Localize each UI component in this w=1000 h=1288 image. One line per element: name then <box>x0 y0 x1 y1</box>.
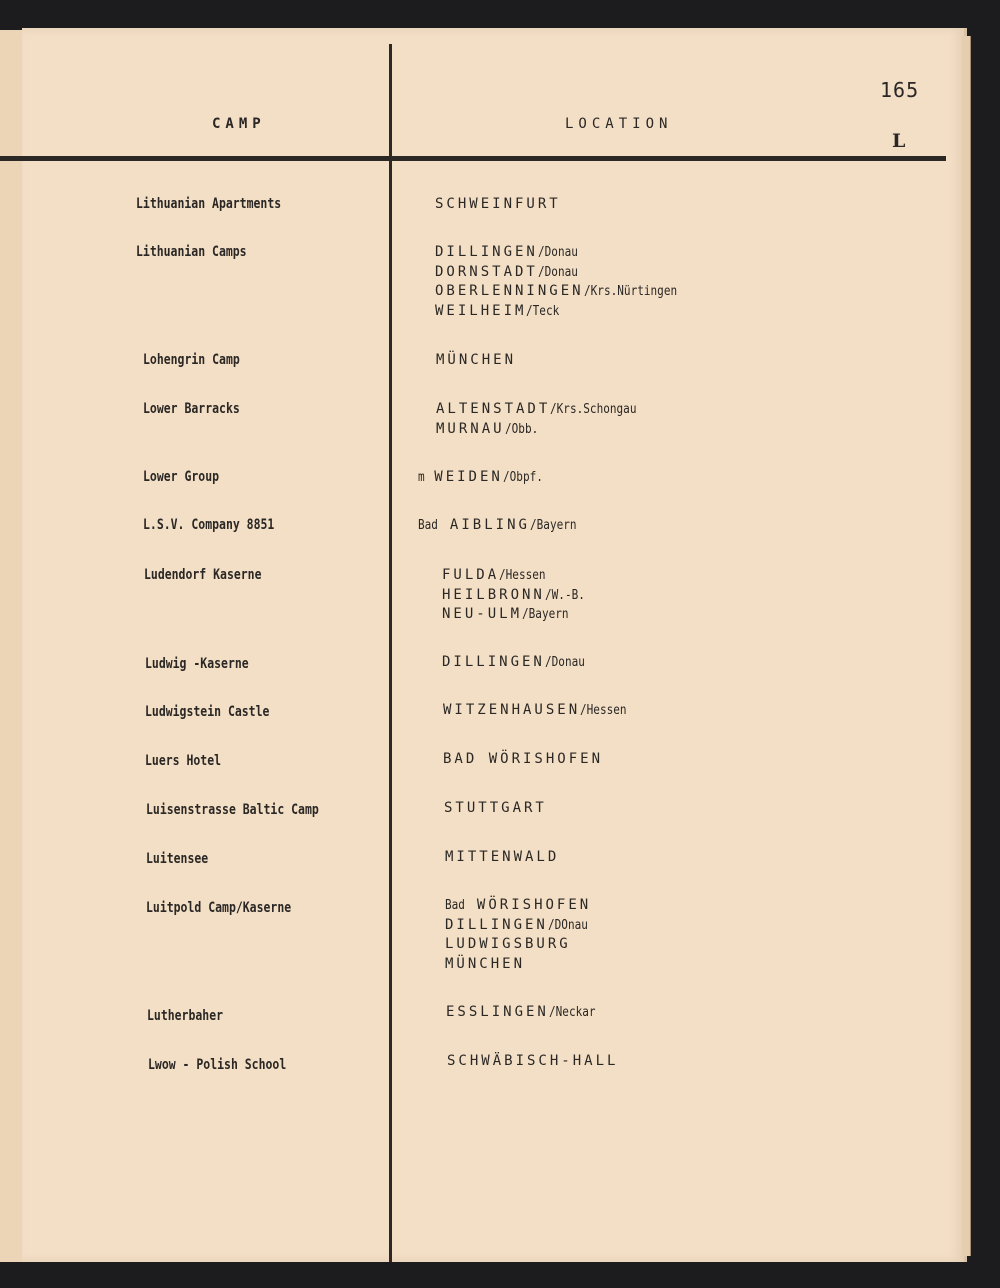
location-town: DILLINGEN <box>435 244 538 260</box>
camp-name: Ludendorf Kaserne <box>144 567 262 583</box>
camp-name: Luitensee <box>146 851 209 867</box>
location-group <box>436 352 516 372</box>
location-line <box>442 606 592 626</box>
location-town: WEILHEIM <box>435 302 527 319</box>
location-suffix: /Obb. <box>504 421 538 437</box>
location-suffix: /Teck <box>526 303 560 319</box>
location-line <box>435 303 693 323</box>
page-number: 165 <box>880 78 920 102</box>
location-suffix: /Donau <box>544 655 585 670</box>
location-group <box>445 897 595 975</box>
location-town: WITZENHAUSEN <box>443 702 581 718</box>
location-town: MÜNCHEN <box>445 955 526 972</box>
location-line <box>445 897 595 917</box>
header-rule <box>0 156 946 161</box>
location-prefix: m <box>418 470 425 485</box>
location-line <box>435 196 561 216</box>
location-line <box>445 849 559 869</box>
camp-name: Luitpold Camp/Kaserne <box>146 900 292 916</box>
location-prefix: Bad <box>445 898 465 913</box>
location-group <box>435 244 693 322</box>
location-suffix: /Hessen <box>499 568 546 583</box>
location-line <box>443 702 635 722</box>
location-line <box>445 917 595 937</box>
location-suffix: /Bayern <box>522 607 569 622</box>
location-suffix: /Donau <box>537 264 578 280</box>
location-town: DORNSTADT <box>435 263 538 280</box>
location-suffix: /Obpf. <box>502 470 543 485</box>
location-suffix: /Krs.Nürtingen <box>583 284 677 299</box>
location-town: FULDA <box>442 567 500 583</box>
location-line <box>418 517 585 537</box>
camp-name: Lohengrin Camp <box>143 352 240 368</box>
location-group <box>418 517 585 537</box>
location-group <box>445 849 559 869</box>
location-town: WEIDEN <box>434 469 503 485</box>
location-line <box>435 283 693 303</box>
location-town: DILLINGEN <box>445 916 548 933</box>
location-line <box>436 421 652 441</box>
location-line <box>435 264 693 284</box>
location-line <box>447 1053 618 1073</box>
location-group <box>442 567 592 626</box>
column-divider <box>389 44 392 1262</box>
location-town: WÖRISHOFEN <box>476 897 592 913</box>
location-town: DILLINGEN <box>442 654 545 670</box>
location-line <box>436 352 516 372</box>
location-town: OBERLENNINGEN <box>435 283 584 299</box>
location-suffix: /Bayern <box>529 518 577 533</box>
camp-name: Luisenstrasse Baltic Camp <box>146 802 319 818</box>
location-town: HEILBRONN <box>442 586 545 603</box>
camp-name: L.S.V. Company 8851 <box>143 517 275 533</box>
page-stack-edge <box>962 36 971 1256</box>
location-group <box>442 654 592 674</box>
location-town: AIBLING <box>449 517 530 533</box>
location-suffix: /Hessen <box>580 703 627 718</box>
location-prefix: Bad <box>418 518 438 533</box>
location-line <box>445 936 595 956</box>
location-group <box>447 1053 618 1073</box>
camp-name: Lutherbaher <box>147 1008 224 1024</box>
location-line <box>445 956 595 976</box>
location-group <box>436 401 652 440</box>
location-town: MÜNCHEN <box>436 352 517 368</box>
location-group <box>418 469 550 489</box>
camp-name: Lower Group <box>143 469 220 485</box>
location-line <box>442 654 592 674</box>
location-town: BAD WÖRISHOFEN <box>443 751 604 767</box>
section-letter: L <box>892 130 906 152</box>
location-column-header: LOCATION <box>565 116 673 132</box>
camp-name: Lithuanian Camps <box>136 244 247 260</box>
location-town: MURNAU <box>436 420 505 437</box>
location-group <box>435 196 561 216</box>
location-group <box>443 751 603 771</box>
location-suffix: /W.-B. <box>544 587 585 603</box>
camp-name: Lithuanian Apartments <box>136 196 282 212</box>
location-town: SCHWÄBISCH-HALL <box>447 1053 619 1069</box>
location-line <box>443 751 603 771</box>
camp-name: Lower Barracks <box>143 401 240 417</box>
camp-name: Luers Hotel <box>145 753 222 769</box>
location-group <box>443 702 635 722</box>
location-line <box>446 1004 604 1024</box>
location-town: SCHWEINFURT <box>435 196 561 212</box>
location-suffix: /Krs.Schongau <box>550 402 637 417</box>
location-group <box>444 800 547 820</box>
location-suffix: /DOnau <box>547 917 588 933</box>
location-town: ALTENSTADT <box>436 401 551 417</box>
location-town: NEU-ULM <box>442 606 523 622</box>
location-line <box>436 401 652 421</box>
location-town: MITTENWALD <box>445 849 560 865</box>
camp-name: Ludwigstein Castle <box>145 704 270 720</box>
location-line <box>418 469 550 489</box>
location-suffix: /Neckar <box>548 1005 596 1020</box>
location-town: STUTTGART <box>444 800 547 816</box>
location-line <box>444 800 547 820</box>
camp-name: Ludwig -Kaserne <box>145 656 249 672</box>
location-town: LUDWIGSBURG <box>445 936 571 952</box>
camp-name: Lwow - Polish School <box>148 1057 287 1073</box>
location-line <box>435 244 693 264</box>
location-line <box>442 587 592 607</box>
location-group <box>446 1004 604 1024</box>
location-suffix: /Donau <box>537 245 578 260</box>
camp-column-header: CAMP <box>212 116 266 132</box>
location-line <box>442 567 592 587</box>
location-town: ESSLINGEN <box>446 1004 549 1020</box>
